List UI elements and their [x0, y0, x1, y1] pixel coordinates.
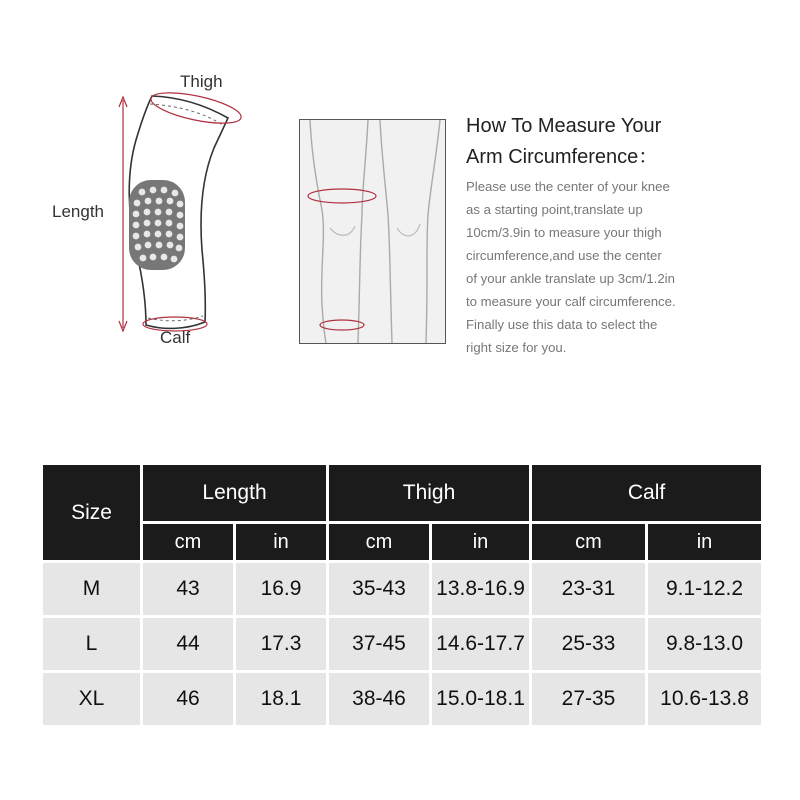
instructions-body-line: to measure your calf circumference. [466, 294, 676, 309]
unit-header: in [648, 524, 761, 560]
table-cell: 25-33 [532, 618, 645, 670]
table-row [43, 618, 761, 670]
table-cell: 37-45 [329, 618, 429, 670]
table-cell: 46 [143, 673, 233, 725]
size-cell: XL [43, 673, 140, 725]
table-cell: 43 [143, 563, 233, 615]
calf-group-header: Calf [532, 465, 761, 521]
table-cell: 35-43 [329, 563, 429, 615]
instructions-body-line: Finally use this data to select the [466, 317, 658, 332]
size-chart-table [40, 462, 764, 728]
instructions-body-line: of your ankle translate up 3cm/1.2in [466, 271, 675, 286]
instructions-body-line: right size for you. [466, 340, 567, 355]
size-cell: M [43, 563, 140, 615]
table-unit-row [43, 524, 761, 560]
instructions-title-line: Arm Circumference： [466, 146, 659, 168]
thigh-group-header: Thigh [329, 465, 529, 521]
instructions-title-line: How To Measure Your [466, 115, 662, 137]
table-cell: 27-35 [532, 673, 645, 725]
unit-header: in [236, 524, 326, 560]
table-cell: 23-31 [532, 563, 645, 615]
table-cell: 44 [143, 618, 233, 670]
instructions-body-line: Please use the center of your knee [466, 179, 670, 194]
knee-sleeve-illustration [0, 0, 260, 370]
table-cell: 15.0-18.1 [432, 673, 529, 725]
table-cell: 38-46 [329, 673, 429, 725]
instructions-body-line: as a starting point,translate up [466, 202, 643, 217]
calf-label: Calf [160, 328, 191, 347]
table-header-row [43, 465, 761, 521]
table-cell: 17.3 [236, 618, 326, 670]
table-cell: 9.1-12.2 [648, 563, 761, 615]
table-row [43, 673, 761, 725]
size-column-header: Size [43, 465, 140, 560]
knee-sleeve-diagram [0, 0, 260, 370]
unit-header: cm [143, 524, 233, 560]
instructions-body-line: 10cm/3.9in to measure your thigh [466, 225, 662, 240]
length-label: Length [52, 202, 104, 221]
table-cell: 18.1 [236, 673, 326, 725]
table-cell: 16.9 [236, 563, 326, 615]
instructions-body-line: circumference,and use the center [466, 248, 662, 263]
legs-sketch [300, 120, 445, 343]
size-cell: L [43, 618, 140, 670]
table-cell: 9.8-13.0 [648, 618, 761, 670]
thigh-label: Thigh [180, 72, 223, 91]
unit-header: cm [532, 524, 645, 560]
table-cell: 14.6-17.7 [432, 618, 529, 670]
measurement-instructions [466, 113, 786, 359]
table-cell: 10.6-13.8 [648, 673, 761, 725]
table-row [43, 563, 761, 615]
table-cell: 13.8-16.9 [432, 563, 529, 615]
unit-header: cm [329, 524, 429, 560]
legs-measurement-image [299, 119, 446, 344]
unit-header: in [432, 524, 529, 560]
length-group-header: Length [143, 465, 326, 521]
